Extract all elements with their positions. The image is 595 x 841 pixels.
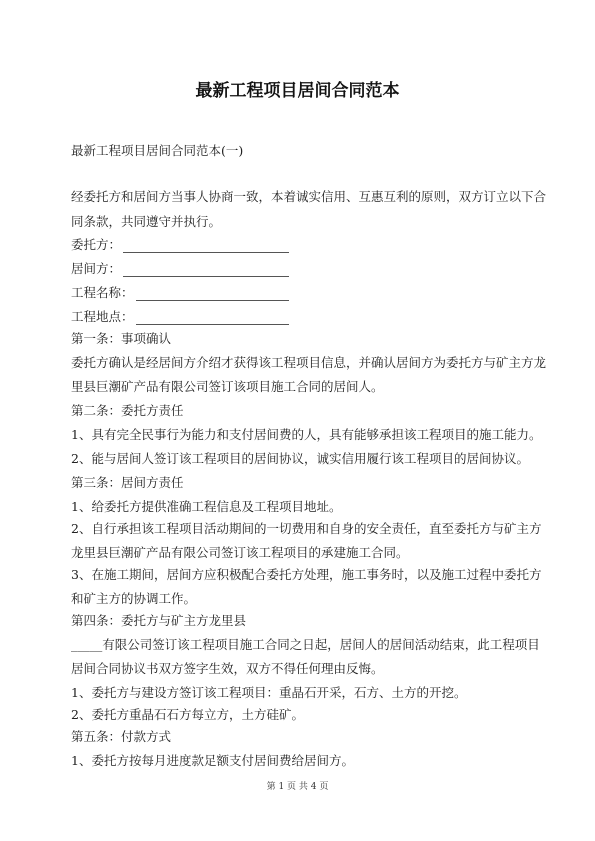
page-number: 第 1 页 共 4 页 bbox=[266, 782, 329, 792]
blank-underline bbox=[123, 239, 289, 253]
body-line: 1、委托方与建设方签订该工程项目：重晶石开采，石方、土方的开挖。 bbox=[71, 685, 467, 700]
field-client bbox=[71, 235, 289, 253]
section-heading: 第五条：付款方式 bbox=[71, 729, 172, 744]
field-label: 居间方： bbox=[71, 261, 122, 276]
document-title: 最新工程项目居间合同范本 bbox=[195, 81, 400, 101]
blank-underline bbox=[136, 311, 289, 325]
field-project-name bbox=[71, 283, 289, 301]
body-line: 2、自行承担该工程项目活动期间的一切费用和自身的安全责任，直至委托方与矿主方 bbox=[71, 521, 542, 536]
body-line: 1、具有完全民事行为能力和支付居间费的人，具有能够承担该工程项目的施工能力。 bbox=[71, 427, 542, 442]
blank-underline bbox=[123, 263, 289, 277]
body-line: 2、能与居间人签订该工程项目的居间协议，诚实信用履行该工程项目的居间协议。 bbox=[71, 451, 529, 466]
section-heading: 第四条：委托方与矿主方龙里县 bbox=[71, 613, 247, 628]
body-line: 里县巨潮矿产品有限公司签订该项目施工合同的居间人。 bbox=[71, 379, 384, 394]
body-line: _____有限公司签订该工程项目施工合同之日起，居间人的居间活动结束，此工程项目 bbox=[71, 637, 540, 652]
body-line: 3、在施工期间，居间方应积极配合委托方处理，施工事务时，以及施工过程中委托方 bbox=[71, 567, 542, 582]
field-intermediary bbox=[71, 259, 289, 277]
intro-line: 经委托方和居间方当事人协商一致，本着诚实信用、互惠互利的原则，双方订立以下合 bbox=[71, 189, 547, 204]
document-subtitle: 最新工程项目居间合同范本(一) bbox=[71, 143, 244, 158]
section-heading: 第二条：委托方责任 bbox=[71, 403, 184, 418]
section-heading: 第三条：居间方责任 bbox=[71, 475, 184, 490]
field-label: 工程名称： bbox=[71, 285, 134, 300]
intro-line: 同条款，共同遵守并执行。 bbox=[71, 214, 222, 229]
blank-underline bbox=[136, 287, 289, 301]
field-label: 工程地点： bbox=[71, 309, 134, 324]
body-line: 和矿主方的协调工作。 bbox=[71, 591, 197, 606]
body-line: 2、委托方重晶石石方每立方，土方硅矿。 bbox=[71, 707, 304, 722]
body-line: 1、委托方按每月进度款足额支付居间费给居间方。 bbox=[71, 753, 354, 768]
field-project-location bbox=[71, 307, 289, 325]
body-line: 委托方确认是经居间方介绍才获得该工程项目信息，并确认居间方为委托方与矿主方龙 bbox=[71, 355, 547, 370]
body-line: 居间合同协议书双方签字生效，双方不得任何理由反悔。 bbox=[71, 661, 384, 676]
section-heading: 第一条：事项确认 bbox=[71, 331, 172, 346]
field-label: 委托方： bbox=[71, 237, 122, 252]
body-line: 1、给委托方提供准确工程信息及工程项目地址。 bbox=[71, 499, 342, 514]
body-line: 龙里县巨潮矿产品有限公司签订该工程项目的承建施工合同。 bbox=[71, 545, 409, 560]
